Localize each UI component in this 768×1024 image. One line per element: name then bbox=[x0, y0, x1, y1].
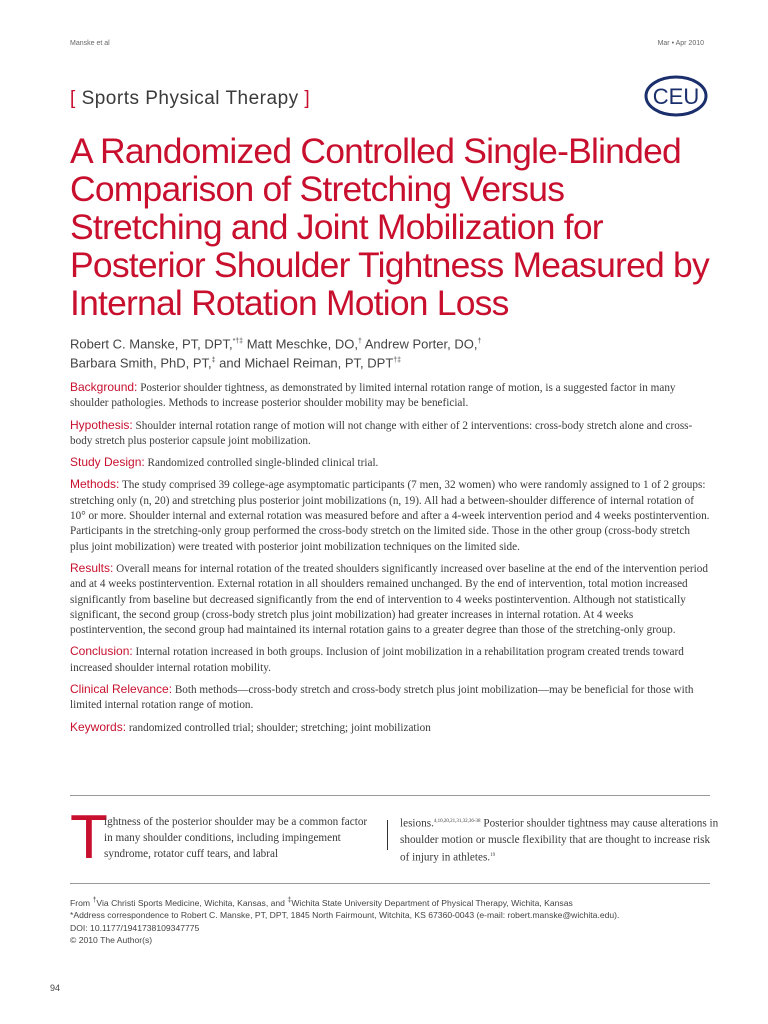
abstract-text: Randomized controlled single-blinded clinical trial. bbox=[144, 457, 379, 470]
affiliation-note bbox=[70, 894, 710, 909]
section-label bbox=[70, 88, 310, 110]
section-name: Sports Physical Therapy bbox=[81, 88, 299, 109]
abstract-label: Clinical Relevance: bbox=[70, 682, 173, 697]
author-affiliation-mark: *†‡ bbox=[232, 338, 244, 345]
abstract-text: Both methods—cross-body stretch and cross-body stretch plus joint mobilization—may be beneficial for those with limited internal rotation range of motion. bbox=[70, 684, 694, 712]
body-paragraph: ightness of the posterior shoulder may be a common factor in many shoulder conditions, including impingement syndrome, rotator cuff tears, and labral bbox=[104, 816, 368, 860]
page-number: 94 bbox=[50, 983, 61, 993]
author-affiliation-mark: ‡ bbox=[211, 357, 216, 365]
abstract bbox=[70, 380, 710, 742]
author-name: Barbara Smith, PhD, PT, bbox=[70, 355, 212, 371]
footnote-divider bbox=[70, 883, 710, 884]
running-head-date: Mar • Apr 2010 bbox=[657, 40, 704, 47]
abstract-conclusion bbox=[70, 644, 710, 676]
drop-cap: T bbox=[70, 803, 108, 872]
body-text: lesions. bbox=[400, 817, 434, 830]
author-name: Robert C. Manske, PT, DPT, bbox=[70, 336, 233, 352]
body-column-right bbox=[400, 814, 720, 865]
ceu-logo-text: CEU bbox=[652, 84, 700, 109]
author-affiliation-mark: † bbox=[477, 338, 482, 345]
abstract-text: Posterior shoulder tightness, as demonstrated by limited internal rotation range of motion, is a suggested factor in many shoulder pathologies. Methods to increase posterior shoulder mobility may be beneficial. bbox=[70, 382, 676, 410]
abstract-keywords bbox=[70, 720, 710, 736]
body-text: Posterior shoulder tightness may cause alterations in shoulder motion or muscle flexibility that are thought to increase risk of injury in athletes. bbox=[400, 817, 719, 864]
abstract-label: Study Design: bbox=[70, 455, 145, 470]
author-affiliation-mark: †‡ bbox=[393, 357, 402, 365]
copyright: © 2010 The Author(s) bbox=[70, 935, 153, 946]
body-column-left bbox=[70, 814, 370, 862]
citation-refs: 4,10,20,21,31,32,36-38 bbox=[433, 819, 481, 824]
abstract-study-design bbox=[70, 455, 710, 471]
abstract-text: Internal rotation increased in both groups. Inclusion of joint mobilization in a rehabilitation program created trends toward increased shoulder internal rotation mobility. bbox=[70, 646, 684, 674]
author-affiliation-mark: † bbox=[357, 338, 362, 345]
abstract-text: The study comprised 39 college-age asymptomatic participants (7 men, 32 women) who were randomly assigned to 1 of 2 groups: stretching only (n, 20) and stretching plus posterior joint mobilizations (n, 19). All had a between-shoulder difference of internal rotation of 10° or more. Shoulder internal and external rotation was measured before and after a 4-week intervention period and 4 weeks postintervention. Participants in the stretching-only group performed the cross-body stretch on the limited side. Those in the other group (cross-body stretch plus joint mobilization) were treated with posterior joint mobilization techniques on the limited side. bbox=[70, 479, 710, 553]
author-name: and Michael Reiman, PT, DPT bbox=[215, 355, 394, 371]
correspondence-note: *Address correspondence to Robert C. Manske, PT, DPT, 1845 North Fairmount, Witchita, KS 67360-0043 (e-mail: robert.manske@wichita.edu). bbox=[70, 910, 620, 921]
abstract-hypothesis bbox=[70, 418, 710, 450]
doi: DOI: 10.1177/1941738109347775 bbox=[70, 922, 200, 933]
footnote-mark: ‡ bbox=[287, 896, 292, 904]
citation-refs: 19 bbox=[490, 852, 496, 858]
abstract-label: Conclusion: bbox=[70, 644, 133, 659]
article-title: A Randomized Controlled Single-Blinded Comparison of Stretching Versus Stretching and Joint Mobilization for Posterior Shoulder Tightness Measured by Internal Rotation Motion Loss bbox=[70, 131, 709, 323]
abstract-label: Hypothesis: bbox=[70, 417, 133, 432]
abstract-label: Background: bbox=[70, 380, 138, 394]
ceu-logo bbox=[644, 74, 708, 118]
abstract-methods bbox=[70, 477, 710, 554]
footnotes bbox=[70, 894, 710, 947]
author-name: Matt Meschke, DO, bbox=[243, 336, 358, 352]
abstract-clinical-relevance bbox=[70, 682, 710, 714]
abstract-label: Methods: bbox=[70, 477, 120, 492]
abstract-text: randomized controlled trial; shoulder; stretching; joint mobilization bbox=[126, 721, 431, 734]
abstract-text: Shoulder internal rotation range of motion will not change with either of 2 interventions: cross-body stretch alone and cross-body stretch plus posterior capsule joint mobilization. bbox=[70, 419, 693, 447]
abstract-results bbox=[70, 561, 710, 638]
section-bracket-close: ] bbox=[304, 88, 311, 109]
abstract-background bbox=[70, 380, 710, 412]
author-list bbox=[70, 333, 710, 372]
abstract-text: Overall means for internal rotation of the treated shoulders significantly increased over baseline at the end of the intervention period and at 4 weeks postintervention. External rotation in all shoulders remained unchanged. By the end of intervention, total motion increased significantly from baseline but decreased significantly from the end of intervention to 4 weeks postintervention. Although not statistically significant, the second group (cross-body stretch plus joint mobilization) had greater increases in internal rotation. At 4 weeks postintervention, the second group had maintained its internal rotation gains to a greater degree than those of the stretching-only group. bbox=[70, 562, 708, 637]
abstract-label: Results: bbox=[70, 560, 114, 575]
section-bracket-open: [ bbox=[70, 88, 76, 109]
footnote-text: Wichita State University Department of Physical Therapy, Wichita, Kansas bbox=[291, 897, 573, 908]
running-head-authors: Manske et al bbox=[70, 40, 110, 47]
footnote-text: From bbox=[70, 897, 93, 908]
abstract-label: Keywords: bbox=[70, 719, 127, 734]
footnote-mark: † bbox=[92, 896, 97, 904]
footnote-text: Via Christi Sports Medicine, Wichita, Kansas, and bbox=[96, 897, 288, 908]
column-marker bbox=[387, 820, 388, 850]
abstract-divider bbox=[70, 795, 710, 796]
author-name: Andrew Porter, DO, bbox=[361, 336, 478, 352]
